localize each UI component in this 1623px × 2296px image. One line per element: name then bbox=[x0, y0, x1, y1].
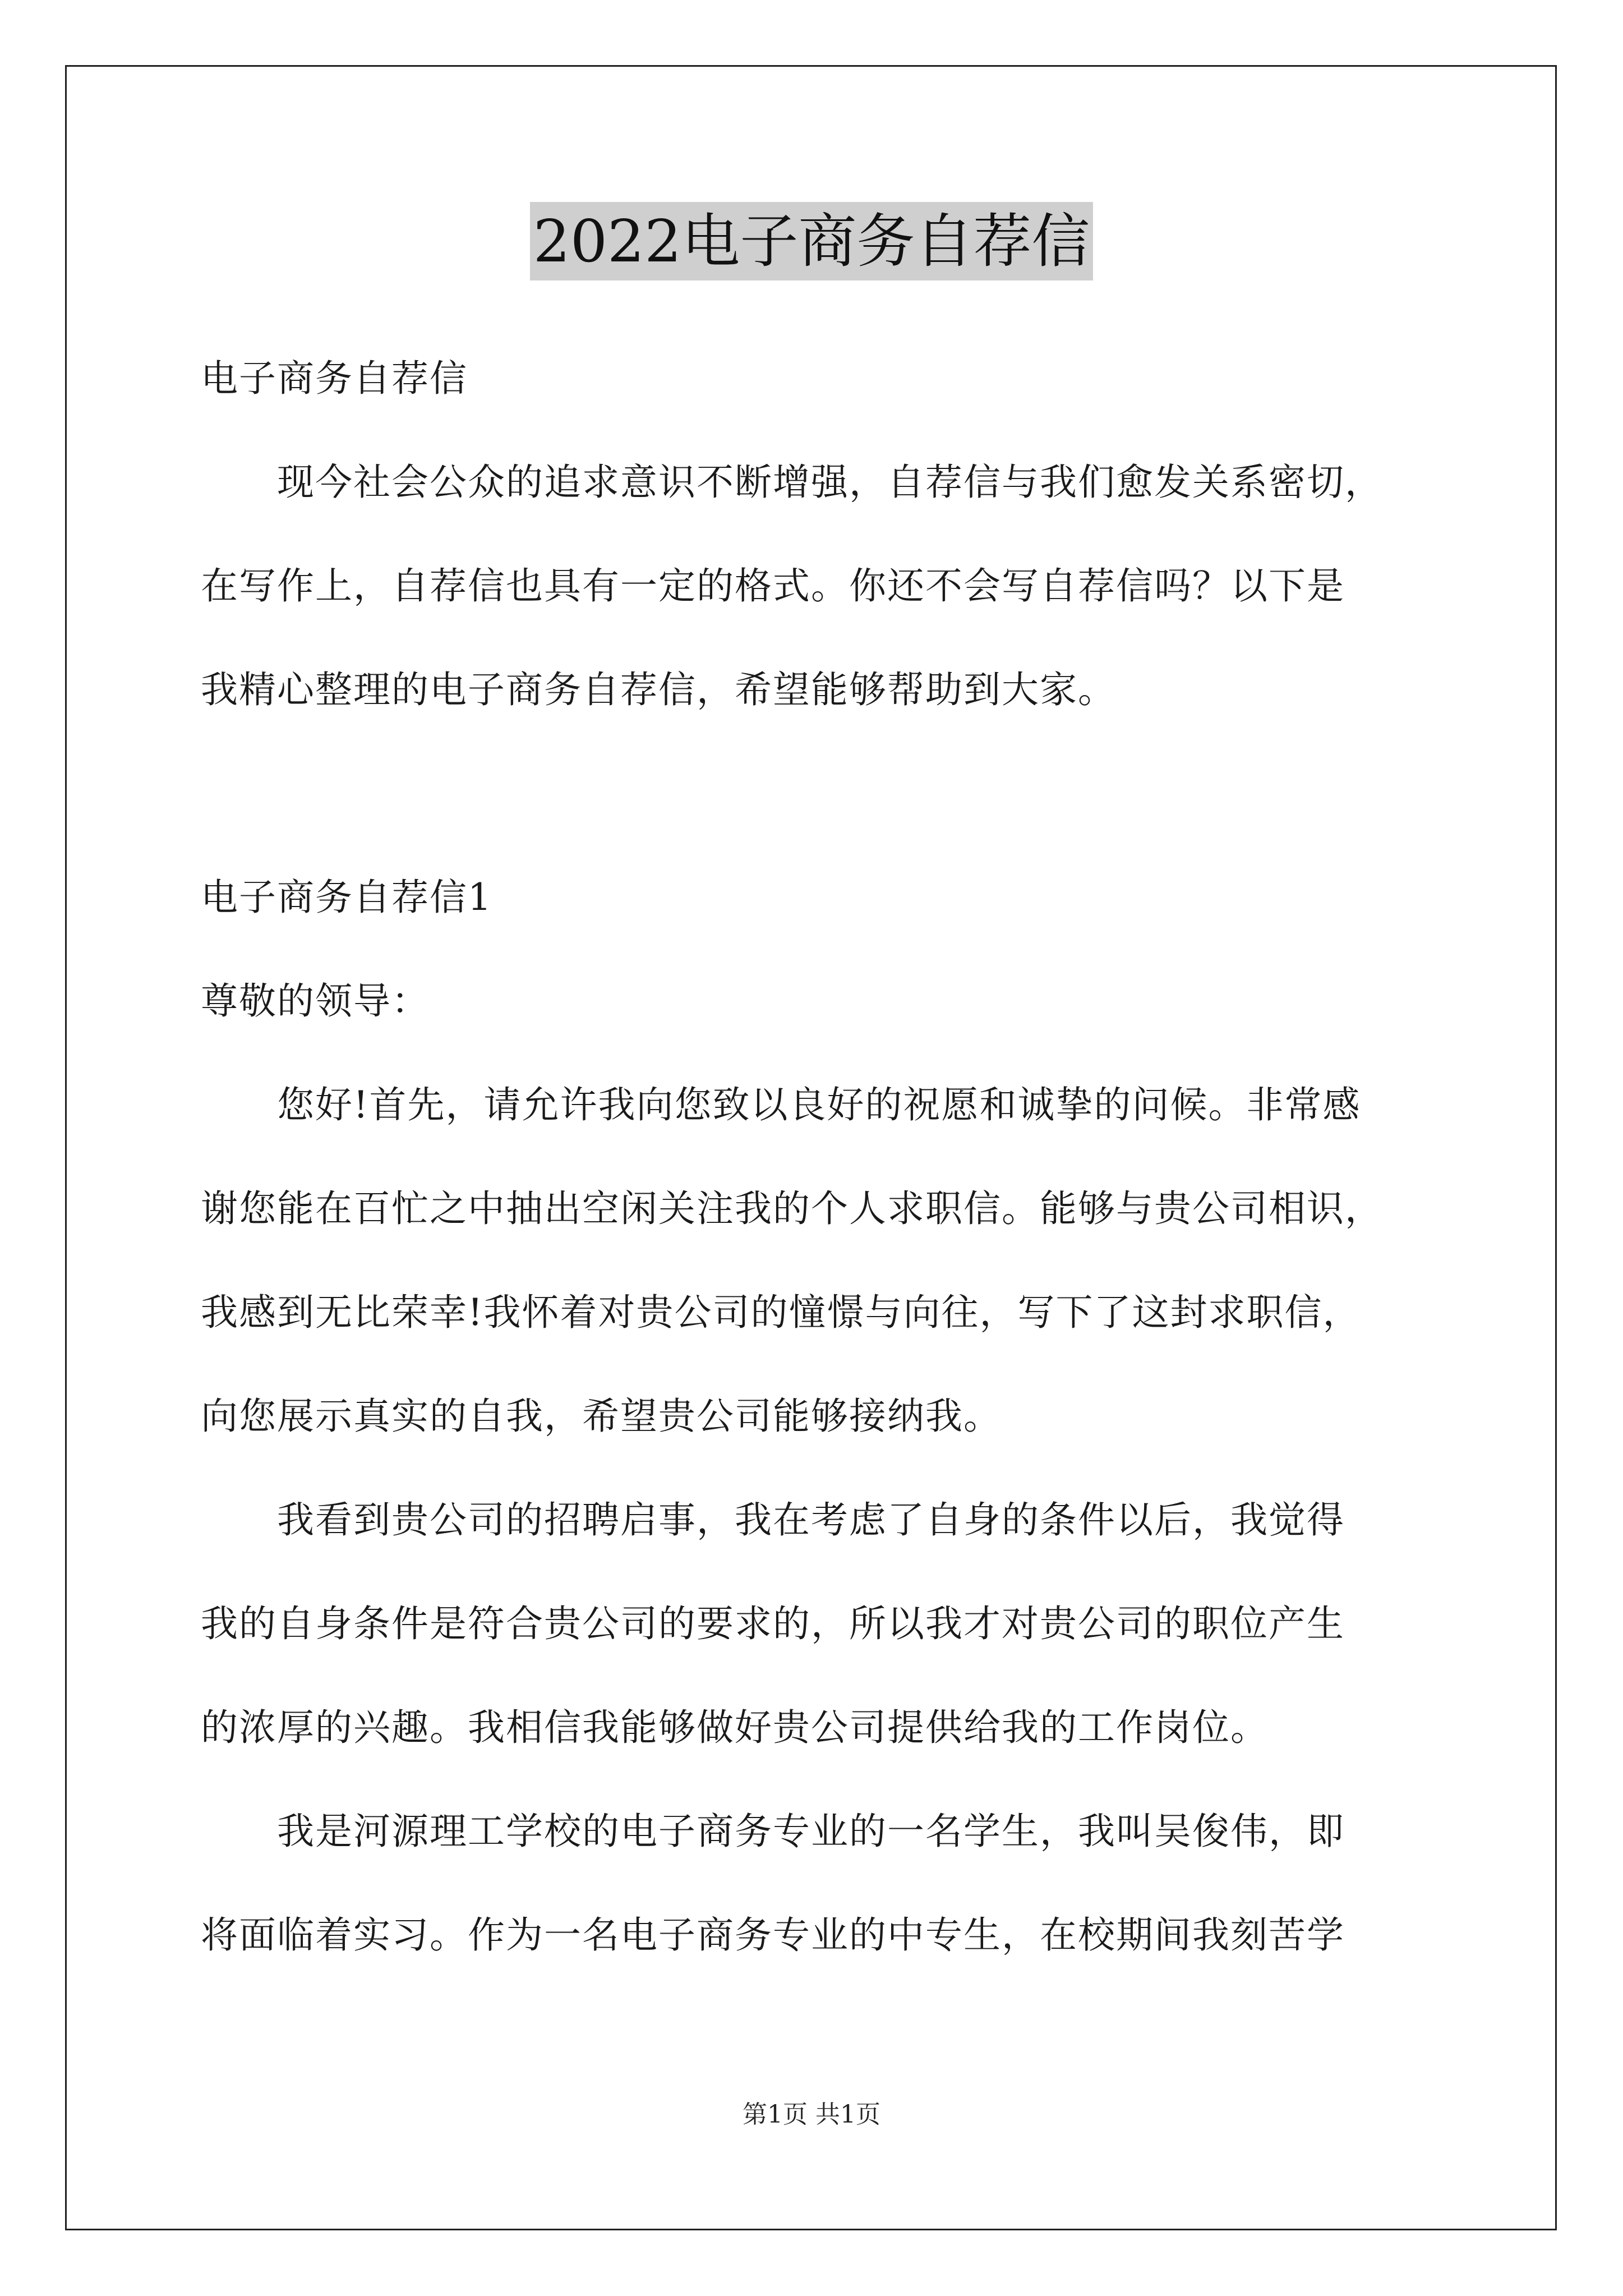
paragraph-line: 您好!首先，请允许我向您致以良好的祝愿和诚挚的问候。非常感 bbox=[277, 1083, 1361, 1126]
paragraph-line: 现今社会公众的追求意识不断增强，自荐信与我们愈发关系密切， bbox=[277, 461, 1383, 504]
paragraph-line: 我的自身条件是符合贵公司的要求的，所以我才对贵公司的职位产生 bbox=[201, 1602, 1345, 1645]
paragraph-line: 我感到无比荣幸!我怀着对贵公司的憧憬与向往，写下了这封求职信， bbox=[201, 1291, 1361, 1334]
paragraph-line: 将面临着实习。作为一名电子商务专业的中专生，在校期间我刻苦学 bbox=[201, 1913, 1345, 1957]
salutation: 尊敬的领导： bbox=[201, 979, 430, 1023]
paragraph-line: 谢您能在百忙之中抽出空闲关注我的个人求职信。能够与贵公司相识， bbox=[201, 1187, 1383, 1230]
title-wrapper bbox=[0, 202, 1623, 280]
subtitle-line: 电子商务自荐信 bbox=[201, 357, 468, 400]
document-title: 2022电子商务自荐信 bbox=[530, 202, 1094, 280]
paragraph-line: 我看到贵公司的招聘启事，我在考虑了自身的条件以后，我觉得 bbox=[277, 1498, 1345, 1542]
paragraph-line: 我精心整理的电子商务自荐信，希望能够帮助到大家。 bbox=[201, 668, 1116, 711]
paragraph-line: 我是河源理工学校的电子商务专业的一名学生，我叫吴俊伟，即 bbox=[277, 1810, 1345, 1853]
page-number-footer: 第1页 共1页 bbox=[743, 2100, 880, 2129]
paragraph-line: 的浓厚的兴趣。我相信我能够做好贵公司提供给我的工作岗位。 bbox=[201, 1706, 1269, 1749]
paragraph-line: 在写作上，自荐信也具有一定的格式。你还不会写自荐信吗？以下是 bbox=[201, 564, 1345, 608]
paragraph-line: 向您展示真实的自我，希望贵公司能够接纳我。 bbox=[201, 1395, 1002, 1438]
section-heading: 电子商务自荐信1 bbox=[201, 876, 492, 919]
